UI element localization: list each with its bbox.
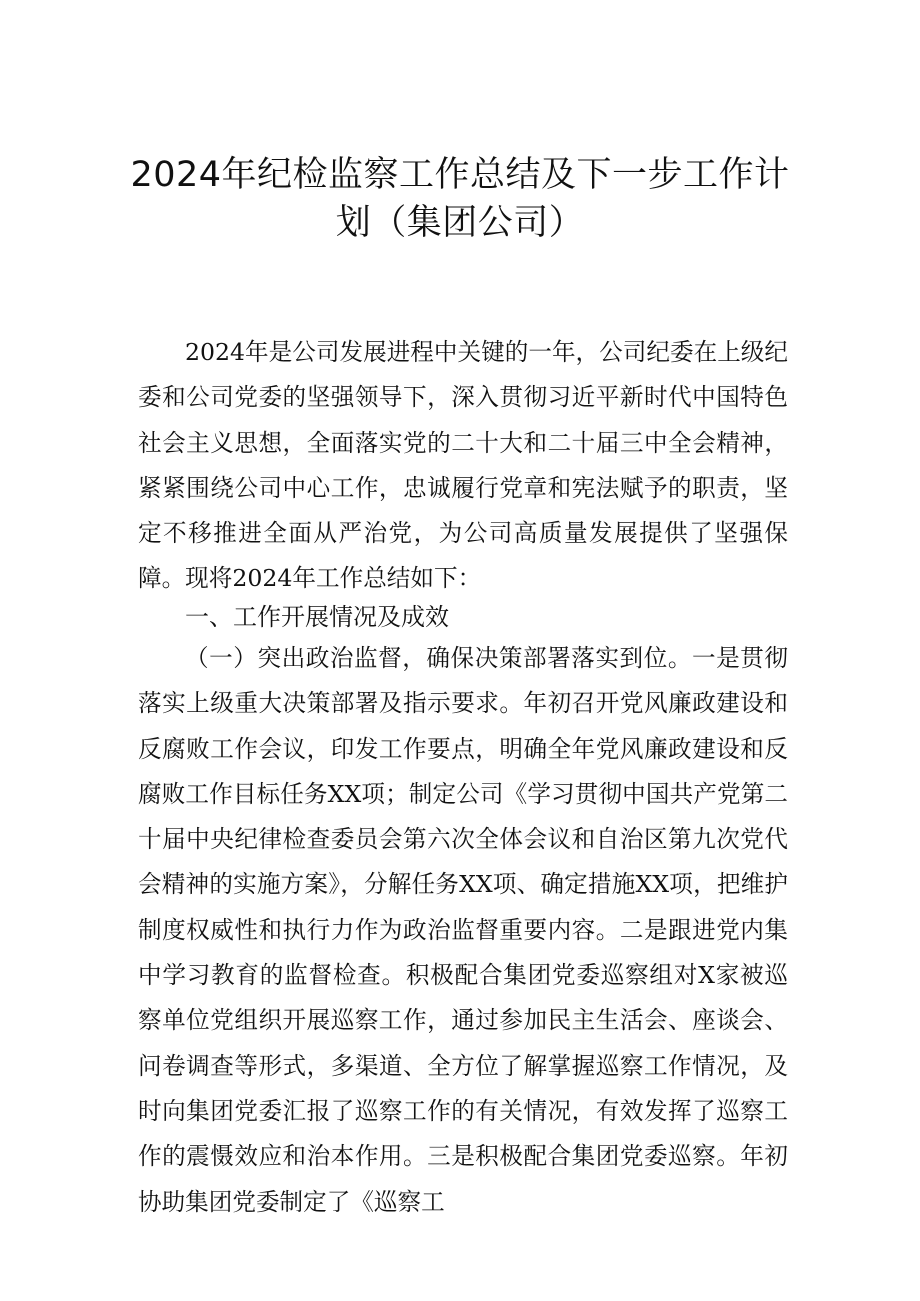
document-title-line-1: 2024年纪检监察工作总结及下一步工作计 — [130, 155, 790, 195]
section-paragraph: （一）突出政治监督，确保决策部署落实到位。一是贯彻落实上级重大决策部署及指示要求。年初召开党风廉政建设和反腐败工作会议，印发工作要点，明确全年党风廉政建设和反腐败工作目标任务XX项；制定公司《学习贯彻中国共产党第二十届中央纪律检查委员会第六次全体会议和自治区第九次党代会精神的实施方案》，分解任务XX项、确定措施XX项，把维护制度权威性和执行力作为政治监督重要内容。二是跟进党内集中学习教育的监督检查。积极配合集团党委巡察组对X家被巡察单位党组织开展巡察工作，通过参加民主生活会、座谈会、问卷调查等形式，多渠道、全方位了解掌握巡察工作情况，及时向集团党委汇报了巡察工作的有关情况，有效发挥了巡察工作的震慑效应和治本作用。三是积极配合集团党委巡察。年初协助集团党委制定了《巡察工 — [138, 644, 788, 1216]
document-title-line-2: 划（集团公司） — [335, 203, 585, 243]
section-heading: 一、工作开展情况及成效 — [185, 603, 449, 631]
intro-paragraph: 2024年是公司发展进程中关键的一年，公司纪委在上级纪委和公司党委的坚强领导下，深入贯彻习近平新时代中国特色社会主义思想，全面落实党的二十大和二十届三中全会精神，紧紧围绕公司中心工作，忠诚履行党章和宪法赋予的职责，坚定不移推进全面从严治党，为公司高质量发展提供了坚强保障。现将2024年工作总结如下： — [138, 338, 788, 593]
